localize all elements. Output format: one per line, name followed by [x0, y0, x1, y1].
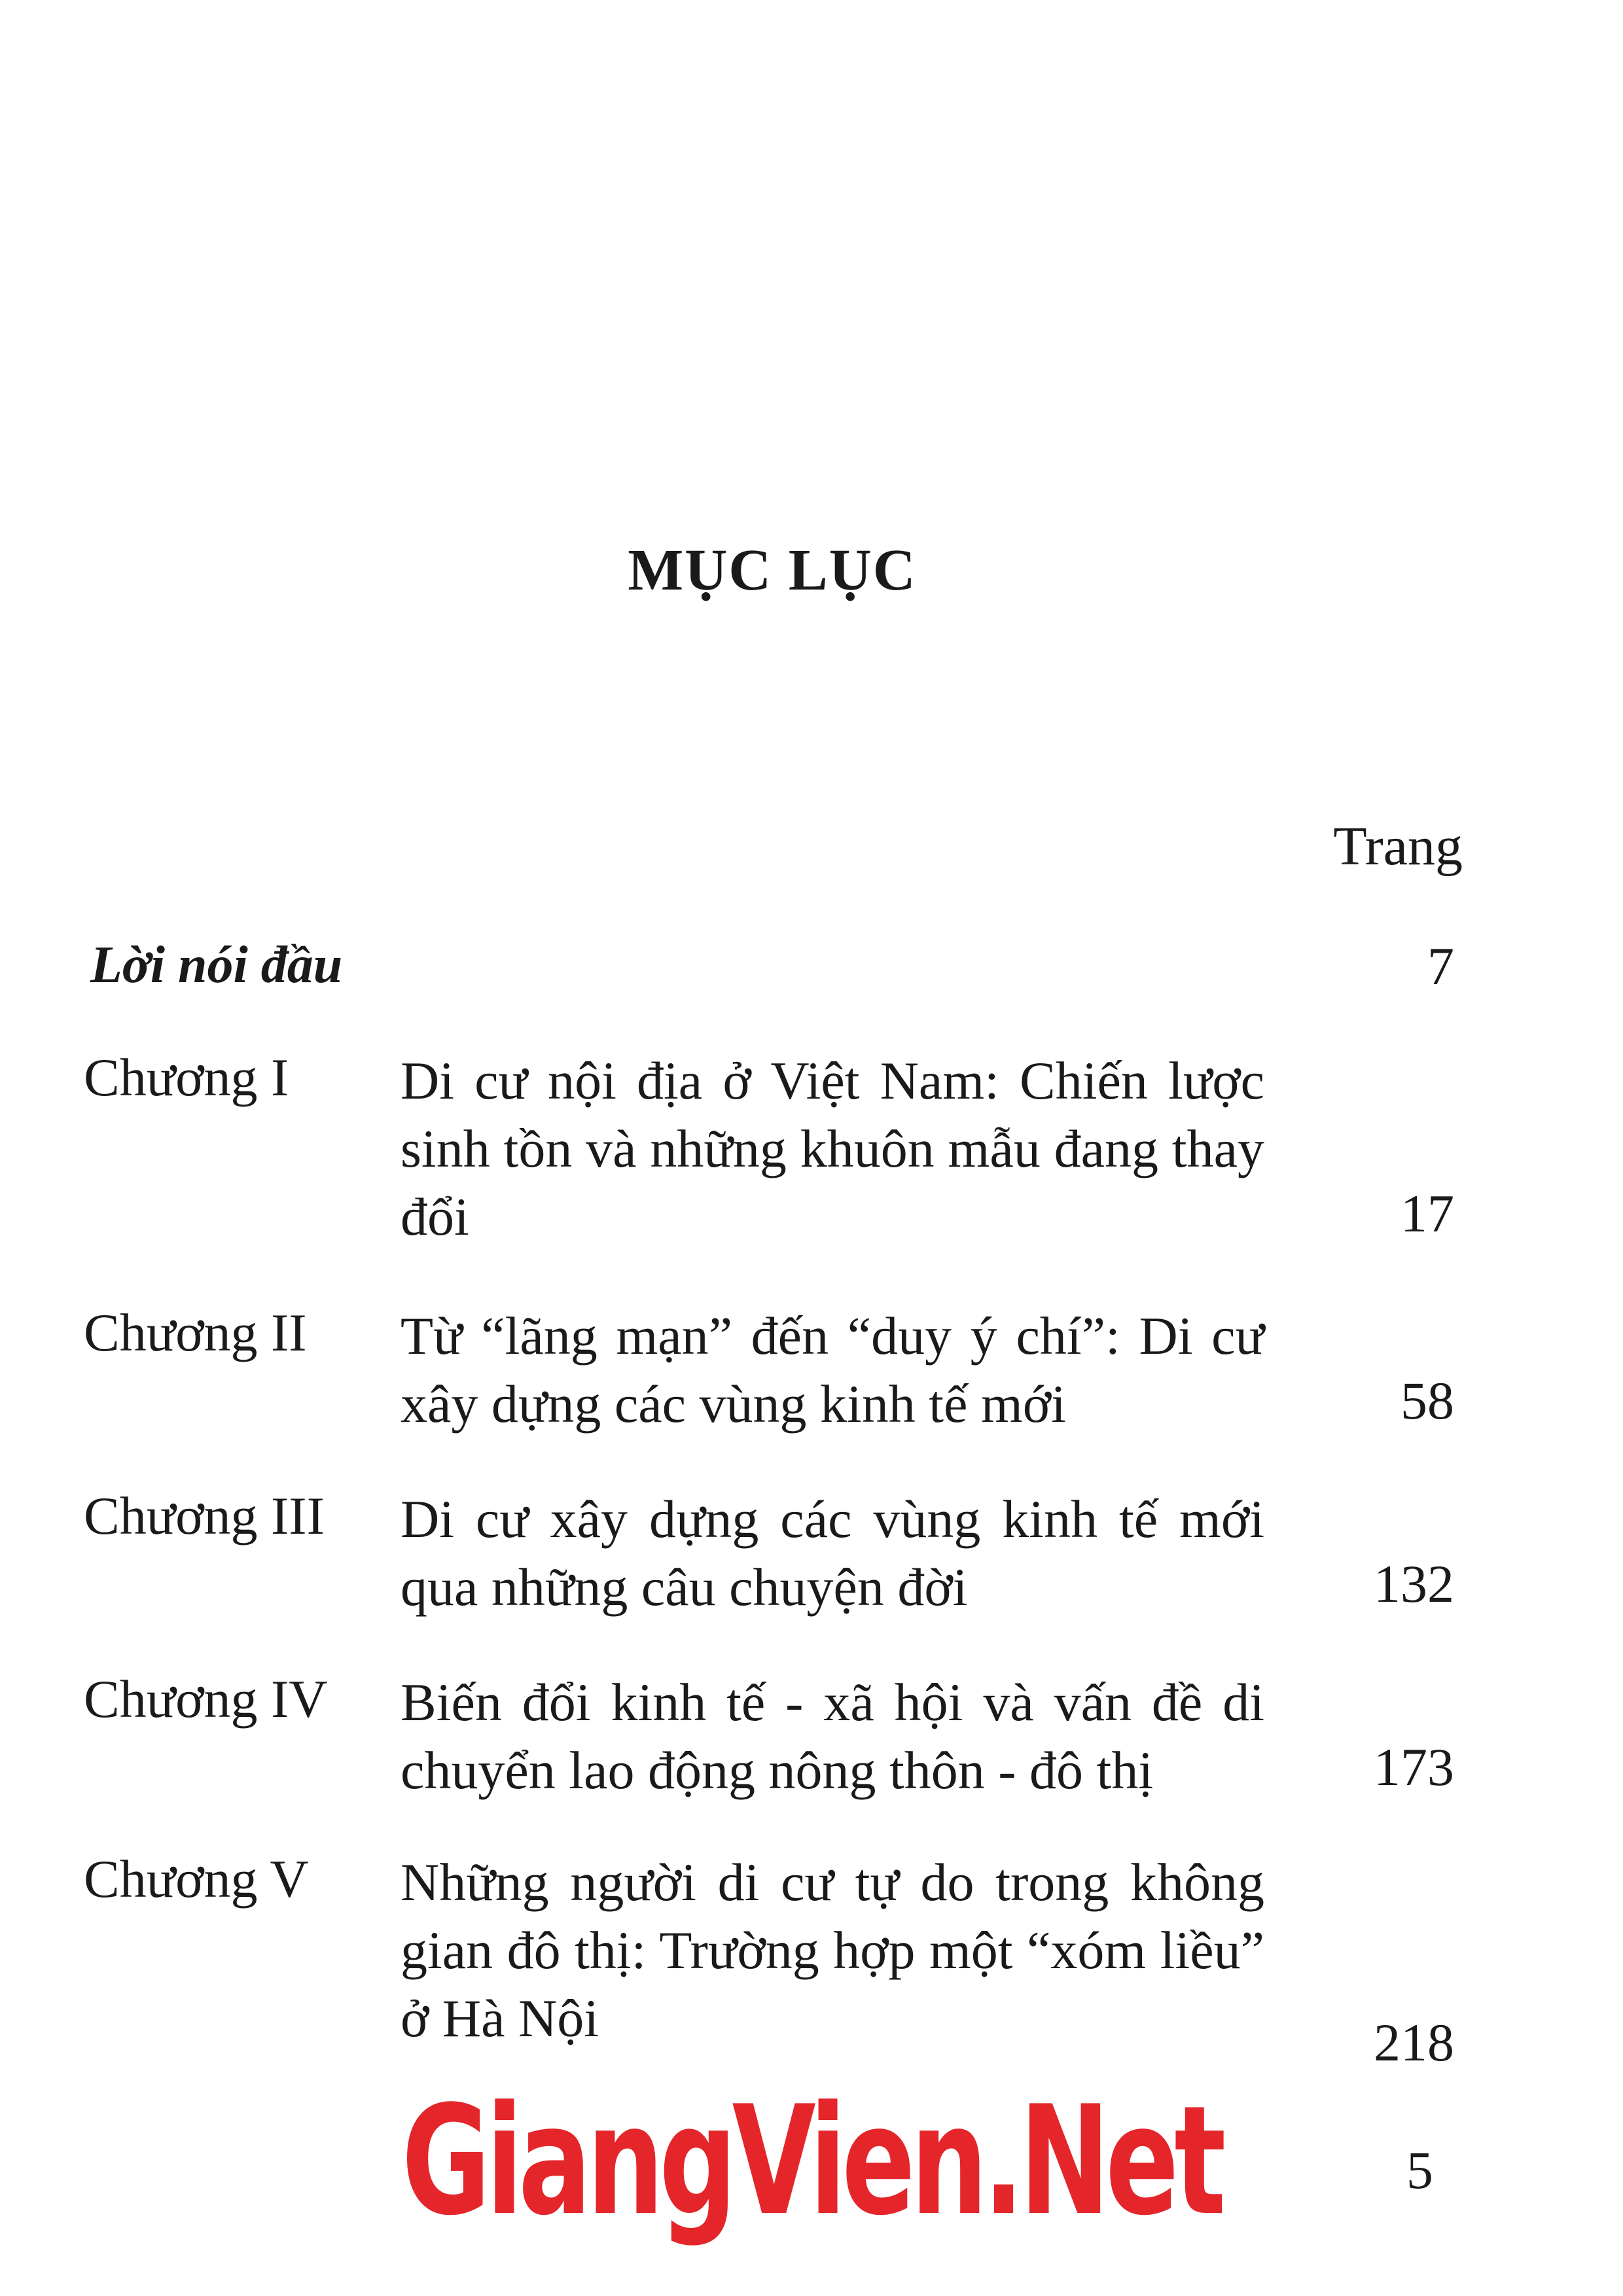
chapter-label: Chương II: [84, 1303, 307, 1362]
page-title: MỤC LỤC: [628, 538, 917, 603]
watermark-logo: GiangVien.Net: [401, 2074, 1222, 2249]
chapter-label: Chương III: [84, 1486, 325, 1545]
preface-page-number: 7: [1427, 936, 1454, 996]
page-column-header: Trang: [1333, 816, 1463, 877]
chapter-title: Di cư xây dựng các vùng kinh tế mới qua những câu chuyện đời: [401, 1489, 1264, 1617]
chapter-title: Từ “lãng mạn” đến “duy ý chí”: Di cư xây dựng các vùng kinh tế mới: [401, 1306, 1264, 1434]
chapter-label: Chương V: [84, 1849, 309, 1909]
chapter-page-number: 17: [1400, 1184, 1454, 1243]
chapter-page-number: 132: [1374, 1554, 1454, 1614]
folio-page-number: 5: [1406, 2140, 1433, 2200]
chapter-page-number: 173: [1374, 1737, 1454, 1797]
preface-label: Lời nói đầu: [90, 936, 343, 994]
chapter-page-number: 218: [1374, 2013, 1454, 2072]
chapter-label: Chương IV: [84, 1669, 328, 1729]
chapter-title: Những người di cư tự do trong không gian đô thị: Trường hợp một “xóm liều” ở Hà Nội: [401, 1852, 1264, 2048]
chapter-label: Chương I: [84, 1048, 289, 1107]
chapter-page-number: 58: [1400, 1371, 1454, 1430]
chapter-title: Biến đổi kinh tế - xã hội và vấn đề di chuyển lao động nông thôn - đô thị: [401, 1672, 1264, 1800]
chapter-title: Di cư nội địa ở Việt Nam: Chiến lược sinh tồn và những khuôn mẫu đang thay đổi: [401, 1051, 1264, 1246]
